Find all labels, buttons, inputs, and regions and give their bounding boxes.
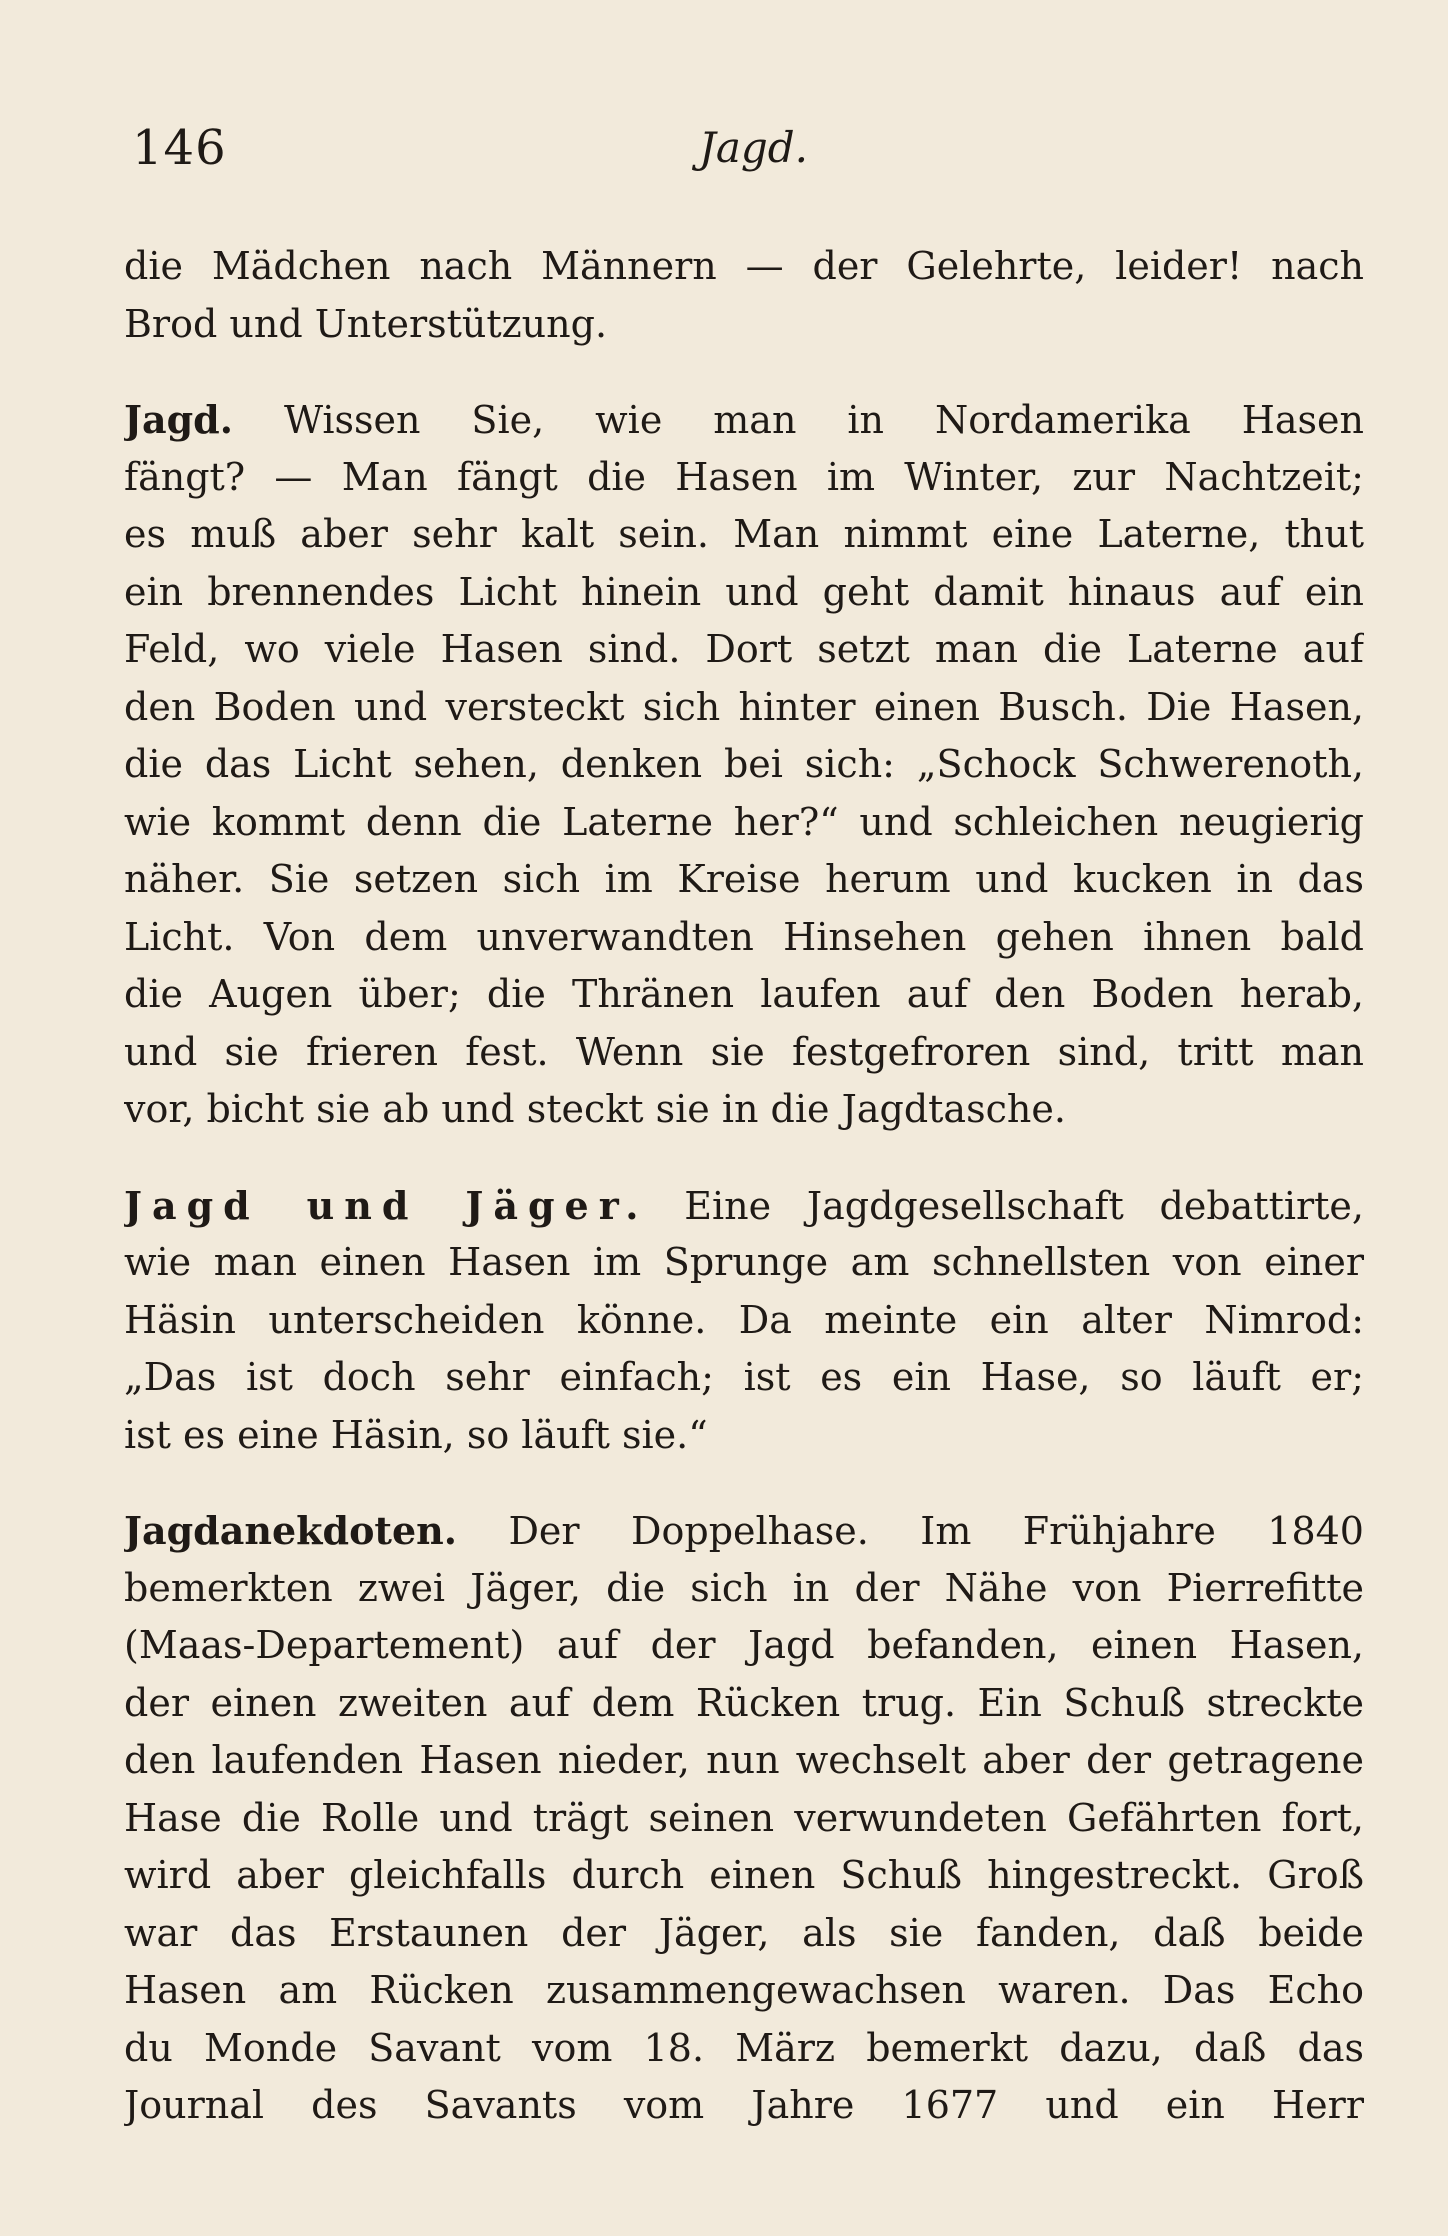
text-line: und sie frieren fest. Wenn sie festgefroren sind, tritt man (124, 1029, 1364, 1074)
text-line: vor, bicht sie ab und steckt sie in die Jagdtasche. (124, 1087, 1066, 1131)
text-line: den Boden und versteckt sich hinter einen Busch. Die Hasen, (124, 684, 1364, 729)
page-header (124, 118, 1364, 178)
text-line: Journal des Savants vom Jahre 1677 und ein Herr (124, 2083, 1364, 2127)
page-body (124, 238, 1364, 2135)
text-line: wie kommt denn die Laterne her?“ und schleichen neugierig (124, 799, 1364, 844)
page-number: 146 (132, 120, 227, 176)
text-fragment: Der Doppelhase. Im Frühjahre 1840 (508, 1509, 1364, 1553)
text-line (124, 391, 1364, 449)
entry-heading: Jagd. (124, 397, 233, 442)
text-line (124, 1502, 1364, 1560)
paragraph (124, 238, 1364, 353)
text-line: du Monde Savant vom 18. März bemerkt dazu, daß das (124, 2025, 1364, 2070)
text-line: die das Licht sehen, denken bei sich: „Schock Schwerenoth, (124, 742, 1364, 786)
text-line: die Mädchen nach Männern — der Gelehrte, leider! nach (124, 244, 1364, 288)
running-head: Jagd. (699, 123, 808, 172)
text-line: Brod und Unterstützung. (124, 301, 608, 346)
text-line: wird aber gleichfalls durch einen Schuß hingestreckt. Groß (124, 1853, 1364, 1897)
text-line: der einen zweiten auf dem Rücken trug. Ein Schuß streckte (124, 1680, 1364, 1725)
text-line: Hasen am Rücken zusammengewachsen waren. Das Echo (124, 1968, 1364, 2012)
text-line: die Augen über; die Thränen laufen auf den Boden herab, (124, 972, 1364, 1016)
text-line: Hase die Rolle und trägt seinen verwundeten Gefährten fort, (124, 1795, 1364, 1840)
text-fragment: Eine Jagdgesellschaft debattirte, (684, 1183, 1364, 1228)
text-line: den laufenden Hasen nieder, nun wechselt aber der getragene (124, 1738, 1364, 1782)
text-line: (Maas-Departement) auf der Jagd befanden, einen Hasen, (124, 1623, 1364, 1667)
text-line: Häsin unterscheiden könne. Da meinte ein alter Nimrod: (124, 1297, 1364, 1342)
text-line: ein brennendes Licht hinein und geht damit hinaus auf ein (124, 569, 1364, 614)
text-fragment: Wissen Sie, wie man in Nordamerika Hasen (283, 398, 1364, 442)
text-line: ist es eine Häsin, so läuft sie.“ (124, 1412, 708, 1457)
entry-heading: Jagd und Jäger. (124, 1182, 649, 1228)
text-line: fängt? — Man fängt die Hasen im Winter, zur Nachtzeit; (124, 454, 1364, 499)
text-line: „Das ist doch sehr einfach; ist es ein Hase, so läuft er; (124, 1355, 1364, 1399)
text-line: wie man einen Hasen im Sprunge am schnellsten von einer (124, 1240, 1364, 1284)
entry-heading: Jagdanekdoten. (124, 1508, 458, 1553)
paragraph-jagdanekdoten (124, 1502, 1364, 2135)
paragraph-jagd-und-jaeger (124, 1177, 1364, 1465)
text-line: Licht. Von dem unverwandten Hinsehen gehen ihnen bald (124, 914, 1364, 959)
text-line (124, 1177, 1364, 1235)
text-line: bemerkten zwei Jäger, die sich in der Nähe von Pierrefitte (124, 1565, 1364, 1610)
paragraph-jagd (124, 391, 1364, 1139)
text-line: es muß aber sehr kalt sein. Man nimmt eine Laterne, thut (124, 512, 1364, 556)
text-line: war das Erstaunen der Jäger, als sie fanden, daß beide (124, 1910, 1364, 1955)
text-line: Feld, wo viele Hasen sind. Dort setzt man die Laterne auf (124, 627, 1364, 671)
text-line: näher. Sie setzen sich im Kreise herum und kucken in das (124, 857, 1364, 901)
